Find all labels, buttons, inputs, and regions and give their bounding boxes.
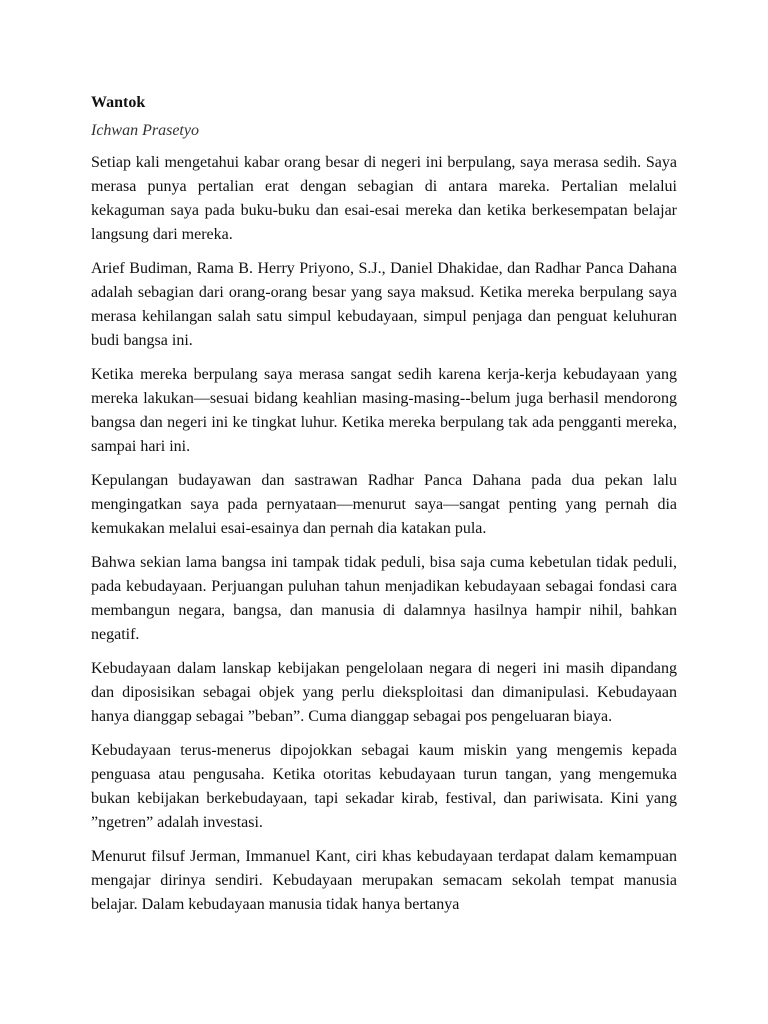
paragraph-7: Kebudayaan terus-menerus dipojokkan sebagai kaum miskin yang mengemis kepada penguasa atau pengusaha. Ketika otoritas kebudayaan turun tangan, yang mengemuka bukan kebijakan berkebudayaan, tapi sekadar kirab, festival, dan pariwisata. Kini yang ”ngetren” adalah investasi. [91,742,677,831]
paragraph-1: Setiap kali mengetahui kabar orang besar di negeri ini berpulang, saya merasa sedih. Saya merasa punya pertalian erat dengan sebagian di antara mareka. Pertalian melalui kekaguman saya pada buku-buku dan esai-esai mereka dan ketika berkesempatan belajar langsung dari mereka. [91,154,677,243]
paragraph-5: Bahwa sekian lama bangsa ini tampak tidak peduli, bisa saja cuma kebetulan tidak peduli, pada kebudayaan. Perjuangan puluhan tahun menjadikan kebudayaan sebagai fondasi cara membangun negara, bangsa, dan manusia di dalamnya hasilnya hampir nihil, bahkan negatif. [91,554,677,643]
paragraph-2: Arief Budiman, Rama B. Herry Priyono, S.J., Daniel Dhakidae, dan Radhar Panca Dahana adalah sebagian dari orang-orang besar yang saya maksud. Ketika mereka berpulang saya merasa kehilangan salah satu simpul kebudayaan, simpul penjaga dan penguat keluhuran budi bangsa ini. [91,260,677,349]
paragraph-3: Ketika mereka berpulang saya merasa sangat sedih karena kerja-kerja kebudayaan yang mereka lakukan—sesuai bidang keahlian masing-masing--belum juga berhasil mendorong bangsa dan negeri ini ke tingkat luhur. Ketika mereka berpulang tak ada pengganti mereka, sampai hari ini. [91,366,677,455]
paragraph-4: Kepulangan budayawan dan sastrawan Radhar Panca Dahana pada dua pekan lalu mengingatkan saya pada pernyataan—menurut saya—sangat penting yang pernah dia kemukakan melalui esai-esainya dan pernah dia katakan pula. [91,472,677,537]
document-page [91,92,677,927]
author-name: Ichwan Prasetyo [91,122,199,139]
document-title: Wantok [91,94,146,111]
paragraph-6: Kebudayaan dalam lanskap kebijakan pengelolaan negara di negeri ini masih dipandang dan diposisikan sebagai objek yang perlu dieksploitasi dan dimanipulasi. Kebudayaan hanya dianggap sebagai ”beban”. Cuma dianggap sebagai pos pengeluaran biaya. [91,660,677,725]
paragraph-8: Menurut filsuf Jerman, Immanuel Kant, ciri khas kebudayaan terdapat dalam kemampuan mengajar dirinya sendiri. Kebudayaan merupakan semacam sekolah tempat manusia belajar. Dalam kebudayaan manusia tidak hanya bertanya [91,848,677,913]
